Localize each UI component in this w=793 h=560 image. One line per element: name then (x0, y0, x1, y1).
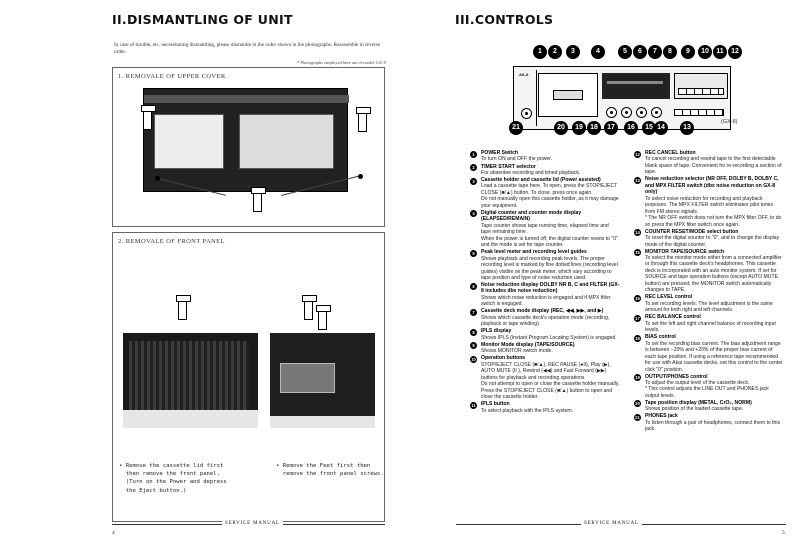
page-number: 4 (112, 530, 115, 536)
control-description: Shows position of the loaded cassette tape. (645, 406, 744, 413)
control-number-badge: 15 (635, 250, 640, 256)
screw-icon (143, 108, 152, 130)
upper-cover-label: 1. REMOVALE OF UPPER COVER (118, 73, 226, 80)
control-description: To select noise reduction for recording and playback purposes. The MPX FILTER switch eliminates pilot tones from FM stereo signals. * The NR OFF switch does not turn the MPX filter OFF, to do so press the MPX filter switch once again. (645, 195, 782, 228)
callout-3: 3 (566, 45, 580, 59)
control-number-badge: 19 (635, 375, 640, 381)
controls-list-right (634, 150, 784, 433)
right-page (396, 0, 793, 560)
control-number-badge: 2 (470, 164, 477, 171)
callout-10: 10 (698, 45, 712, 59)
control-title: REC BALANCE control (645, 314, 701, 321)
callout-11: 11 (713, 45, 727, 59)
rec-level-knob-icon (651, 107, 662, 118)
front-panel-label: 2. REMOVALE OF FRONT PANEL (118, 238, 225, 245)
control-title: Noise reduction display DOLBY NR B, C and FILTER (GX-8 includes dbx noise reduction) (481, 282, 620, 295)
control-title: IPLS button (481, 401, 510, 408)
control-description: Shows which noise reduction is engaged and if MPX filter switch is engaged. (481, 294, 611, 308)
control-item (634, 374, 784, 400)
control-item (470, 308, 620, 327)
control-description: To set the recording bias current. The bias adjustment range is between −20% and +20% of the proper bias current of each tape position. If using a reference tape recommended for use with Akai cassette decks, set this control to the center click "0" position. (645, 340, 783, 373)
callout-18: 18 (587, 121, 601, 135)
callout-20: 20 (554, 121, 568, 135)
control-title: Noise reduction selector (NR OFF, DOLBY B, DOLBY C, and MPX FILTER switch (dbx noise reduction on GX-8 only) (645, 176, 779, 196)
section-title-dismantling: II.DISMANTLING OF UNIT (112, 12, 293, 27)
control-description: To turn ON and OFF the power. (481, 156, 553, 163)
control-title: Peak level meter and recording level guides (481, 249, 587, 256)
cassette-holder (538, 73, 598, 117)
control-description: Tape counter shows tape running time, elapsed time and tape remaining time. When the power is turned off, the digital counter resets to "0" and the mode is set for tape counter. (481, 222, 618, 249)
control-description: Shows IPLS (Instant Program Locating System) is engaged. (481, 334, 617, 341)
control-title: COUNTER RESET/MODE select button (645, 228, 739, 235)
output-knob-icon (606, 107, 617, 118)
caption-feet: • Remove the Feet first then remove the front panel screws. (276, 463, 384, 478)
control-number-badge: 6 (470, 283, 477, 290)
control-number-badge: 9 (470, 342, 477, 349)
control-description: To adjust the output level of the cassette deck. * This control adjusts the LINE OUT and PHONES jack output levels. (645, 380, 769, 399)
control-item (470, 177, 620, 209)
control-number-badge: 16 (635, 295, 640, 301)
control-description: To set recording levels. The level adjustment is the same amount for both right and left channels. (645, 300, 773, 314)
callout-8: 8 (663, 45, 677, 59)
control-number-badge: 10 (471, 356, 476, 362)
control-number-badge: 14 (635, 230, 640, 236)
callout-12: 12 (728, 45, 742, 59)
control-number-badge: 11 (471, 402, 476, 408)
callout-5: 5 (618, 45, 632, 59)
screw-icon (178, 298, 187, 320)
control-title: Cassette holder and cassette lid (Power assisted) (481, 177, 601, 183)
control-item (470, 328, 620, 341)
control-item (634, 400, 784, 413)
control-number-badge: 13 (635, 177, 640, 183)
callout-7: 7 (648, 45, 662, 59)
operation-panel (674, 73, 728, 99)
control-title: OUTPUT/PHONES control (645, 373, 708, 380)
callout-6: 6 (633, 45, 647, 59)
front-panel-photo-a (123, 333, 258, 428)
callout-4: 4 (591, 45, 605, 59)
callout-15: 15 (642, 121, 656, 135)
control-description: Load a cassette tape here. To open, press the STOP/EJECT CLOSE (■/▲) button. To close, press once again. Do not manually open this cassette holder, as it may damage your equipment. (481, 183, 619, 209)
control-title: MONITOR TAPE/SOURCE switch (645, 248, 725, 255)
phones-jack-icon (521, 108, 532, 119)
control-title: REC CANCEL button (645, 150, 696, 156)
control-item (470, 342, 620, 355)
control-number-badge: 21 (635, 414, 640, 420)
control-title: Cassette deck mode display (REC, ◀◀, ▶▶, and ▶) (481, 308, 604, 315)
footer-service-manual: SERVICE MANUAL (222, 521, 283, 526)
controls-list-left (470, 150, 620, 415)
control-description: To listen through a pair of headphones, connect them to this jack. (645, 419, 781, 433)
control-number-badge: 17 (635, 315, 640, 321)
control-description: To select the monitor mode either from a connected amplifier or through this cassette deck's headphones. This cassette deck is incorporated with an auto monitor system. If set for SOURCE and tape operation buttons (except AUTO MUTE button) are pressed, the MONITOR switch automatically changes to TAPE. (645, 255, 782, 294)
control-number-badge: 20 (635, 401, 640, 407)
dismantling-intro: In case of trouble, etc. necessitating dismantling, please dismantle in the order shown in the photographs. Reassemble in reverse order. (114, 42, 380, 55)
left-page (0, 0, 396, 560)
control-description: STOP/EJECT CLOSE (■/▲), REC PAUSE (●II), Play (▶), AUTO MUTE (II ), Rewind (◀◀) and Fast Forward (▶▶) buttons for playback and recording operations. Do not attempt to open or close the cassette holder manually. Press the STOP/EJECT CLOSE (■/▲) button to open and close the cassette holder. (481, 361, 620, 401)
control-description: Shows which cassette deck's operation mode (recording, playback or tape winding). (481, 314, 610, 328)
page-number: 5 (782, 530, 785, 536)
callout-2: 2 (548, 45, 562, 59)
control-item (470, 249, 620, 281)
screw-icon (253, 190, 262, 212)
callout-1: 1 (533, 45, 547, 59)
balance-knob-icon (636, 107, 647, 118)
control-item (470, 282, 620, 308)
control-title: PHONES jack (645, 413, 678, 420)
control-title: POWER Switch (481, 150, 519, 156)
control-number-badge: 18 (635, 335, 640, 341)
control-description: Shows playback and recording peak levels. The proper recording level is marked by fine dotted lines (recording level guides) visible on the peak meter, which vary according to tape position and type of noise reduction used. (481, 255, 618, 281)
meter-display (602, 73, 670, 99)
control-number-badge: 7 (470, 309, 477, 316)
front-panel-figure (112, 232, 385, 522)
callout-17: 17 (604, 121, 618, 135)
section-title-controls: III.CONTROLS (455, 12, 554, 27)
footer-service-manual: SERVICE MANUAL (581, 521, 642, 526)
control-item (470, 150, 620, 163)
control-item (634, 150, 784, 176)
screw-icon (358, 110, 367, 132)
callout-16: 16 (624, 121, 638, 135)
callout-9: 9 (681, 45, 695, 59)
callout-14: 14 (654, 121, 668, 135)
control-item (634, 176, 784, 228)
control-item (634, 314, 784, 333)
control-item (634, 249, 784, 294)
control-number-badge: 8 (470, 329, 477, 336)
screw-icon (318, 308, 327, 330)
control-number-badge: 5 (470, 250, 477, 257)
control-description: To reset the digital counter to "0", and to change the display mode of the digital counter. (645, 235, 780, 248)
control-title: IPLS display (481, 328, 512, 335)
control-title: TIMER START selector (481, 163, 536, 170)
control-number-badge: 1 (470, 151, 477, 158)
unit-top-photo (143, 88, 348, 192)
front-panel-photo-b (270, 333, 375, 428)
control-description: To select playback with the IPLS system. (481, 407, 574, 414)
control-description: To cancel recording and rewind tape to the first detectable blank space of tape. Convenient for re-recording a section of tape. (645, 156, 782, 176)
callout-13: 13 (680, 121, 694, 135)
control-item (634, 294, 784, 313)
control-item (634, 334, 784, 373)
control-item (470, 164, 620, 177)
control-description: To set the left and right channel balance of recording input levels. (645, 320, 776, 334)
deck-model-label: AK-8 (519, 72, 529, 77)
control-number-badge: 4 (470, 210, 477, 217)
control-number-badge: 3 (470, 178, 477, 185)
photo-note: * Photographs employed here are of model GX-8 (297, 60, 386, 65)
upper-cover-figure (112, 67, 385, 227)
control-item (634, 413, 784, 432)
caption-cassette-lid: • Remove the cassette lid first then remove the front panel. (Turn on the Power and depress the Eject button.) (119, 463, 227, 494)
callout-19: 19 (572, 121, 586, 135)
control-title: Tape position display (METAL, CrO₂, NORM) (645, 399, 752, 406)
control-number-badge: 12 (635, 151, 640, 157)
cassette-deck-front (513, 66, 731, 130)
callout-21: 21 (509, 121, 523, 135)
control-title: Monitor Mode display (TAPE/SOURCE) (481, 341, 575, 348)
control-title: Operation buttons (481, 355, 526, 362)
control-description: For absentee recording and timed playback. (481, 169, 581, 176)
control-item (470, 401, 620, 414)
control-item (470, 355, 620, 400)
screw-icon (304, 298, 313, 320)
control-item (634, 229, 784, 248)
control-description: Shows MONITOR switch mode. (481, 348, 553, 355)
bias-knob-icon (621, 107, 632, 118)
control-title: Digital counter and counter mode display (ELAPSED/REMAIN) (481, 209, 582, 223)
control-item (470, 210, 620, 249)
control-title: REC LEVEL control (645, 294, 693, 301)
figure-label: (GX-8) (721, 119, 738, 125)
control-title: BIAS control (645, 334, 676, 341)
